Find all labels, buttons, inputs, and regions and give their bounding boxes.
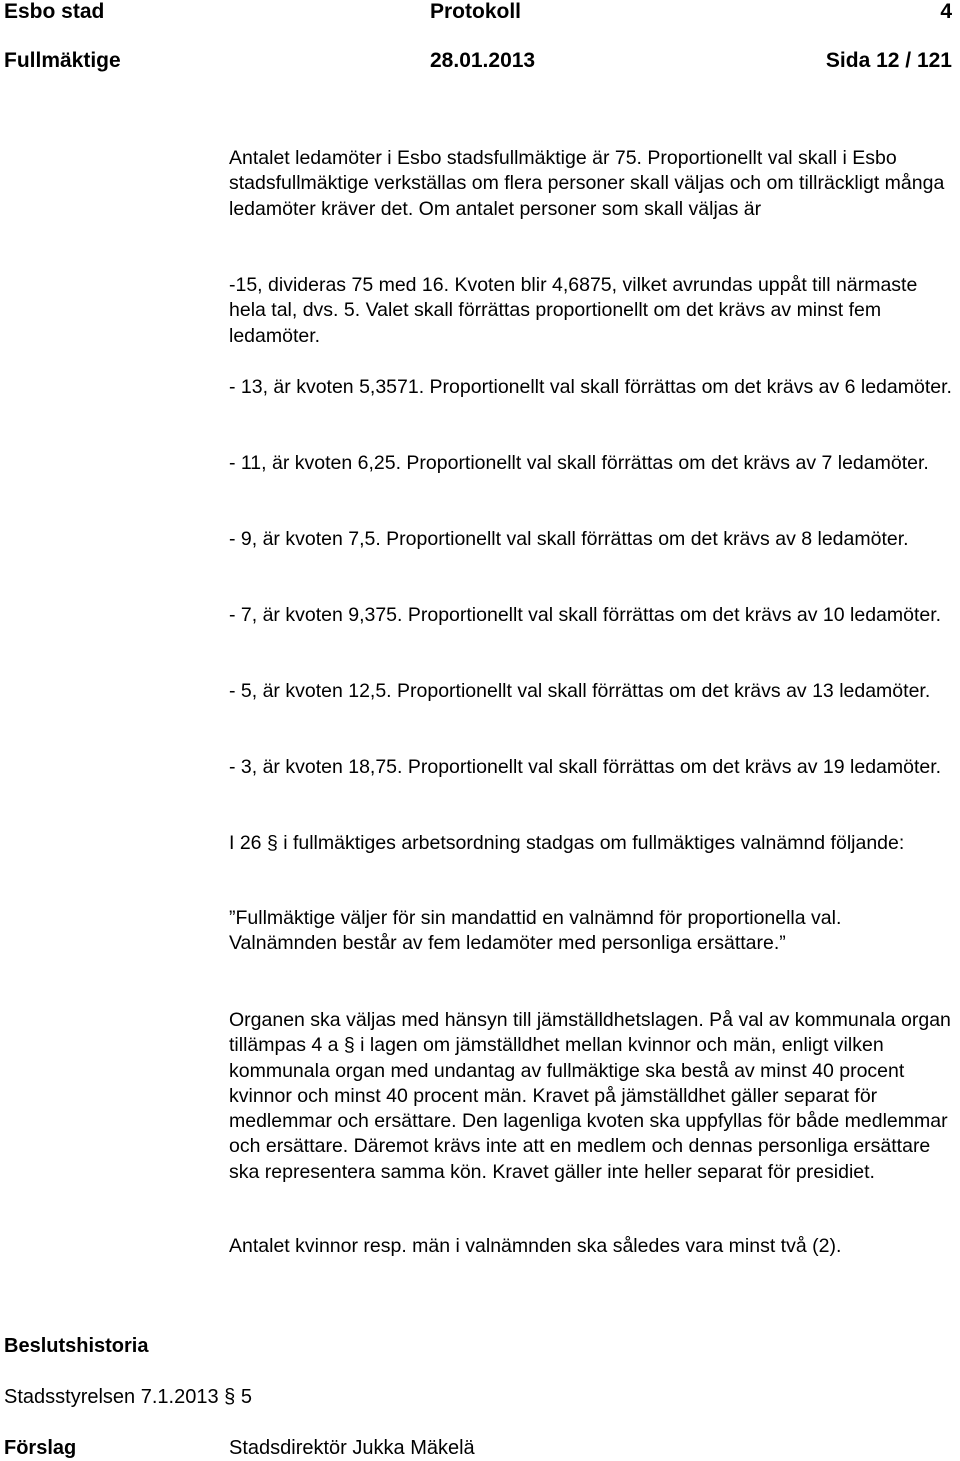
doc-type: Protokoll: [430, 0, 522, 23]
paragraph-quota-11: - 11, är kvoten 6,25. Proportionellt val skall förrättas om det krävs av 7 ledamöter.: [229, 452, 929, 474]
paragraph-quota-13: - 13, är kvoten 5,3571. Proportionellt val skall förrättas om det krävs av 6 ledamöter.: [229, 376, 952, 398]
history-meeting: Stadsstyrelsen 7.1.2013 § 5: [4, 1386, 252, 1408]
paragraph-quota-5: - 5, är kvoten 12,5. Proportionellt val skall förrättas om det krävs av 13 ledamöter.: [229, 680, 931, 702]
org-name: Esbo stad: [4, 0, 105, 23]
paragraph-quote: ”Fullmäktige väljer för sin mandattid en valnämnd för proportionella val. Valnämnden består av fem ledamöter med personliga ersättare.”: [229, 907, 842, 955]
meeting-date: 28.01.2013: [430, 49, 536, 72]
item-number: 4: [940, 0, 952, 23]
paragraph-quota-7: - 7, är kvoten 9,375. Proportionellt val skall förrättas om det krävs av 10 ledamöter.: [229, 604, 942, 626]
paragraph-quota-15: -15, divideras 75 med 16. Kvoten blir 4,6875, vilket avrundas uppåt till närmaste hela tal, dvs. 5. Valet skall förrättas proportionellt om det krävs av minst fem ledamöter.: [229, 274, 918, 347]
page-number: Sida 12 / 121: [825, 49, 952, 72]
paragraph-intro: Antalet ledamöter i Esbo stadsfullmäktige är 75. Proportionellt val skall i Esbo stadsfullmäktige verkställas om flera personer skall väljas och om tillräckligt många ledamöter kräver det. Om antalet personer som skall väljas är: [229, 147, 945, 220]
paragraph-conclusion: Antalet kvinnor resp. män i valnämnden ska således vara minst två (2).: [229, 1235, 842, 1257]
paragraph-quota-9: - 9, är kvoten 7,5. Proportionellt val skall förrättas om det krävs av 8 ledamöter.: [229, 528, 909, 550]
body-name: Fullmäktige: [4, 49, 121, 72]
history-proposer: Stadsdirektör Jukka Mäkelä: [229, 1437, 475, 1459]
paragraph-rules-reference: I 26 § i fullmäktiges arbetsordning stadgas om fullmäktiges valnämnd följande:: [229, 832, 905, 854]
history-title: Beslutshistoria: [4, 1335, 149, 1357]
paragraph-equality: Organen ska väljas med hänsyn till jämställdhetslagen. På val av kommunala organ tillämpas 4 a § i lagen om jämställdhet mellan kvinnor och män, enligt vilken kommunala organ med undantag av fullmäktige ska bestå av minst 40 procent kvinnor och minst 40 procent män. Kravet på jämställdhet gäller separat för medlemmar och ersättare. Den lagenliga kvoten ska uppfyllas för både medlemmar och ersättare. Däremot krävs inte att en medlem och dennas personliga ersättare ska representera samma kön. Kravet gäller inte heller separat för presidiet.: [229, 1009, 951, 1183]
paragraph-quota-3: - 3, är kvoten 18,75. Proportionellt val skall förrättas om det krävs av 19 ledamöter.: [229, 756, 942, 778]
history-proposal-label: Förslag: [4, 1437, 77, 1459]
